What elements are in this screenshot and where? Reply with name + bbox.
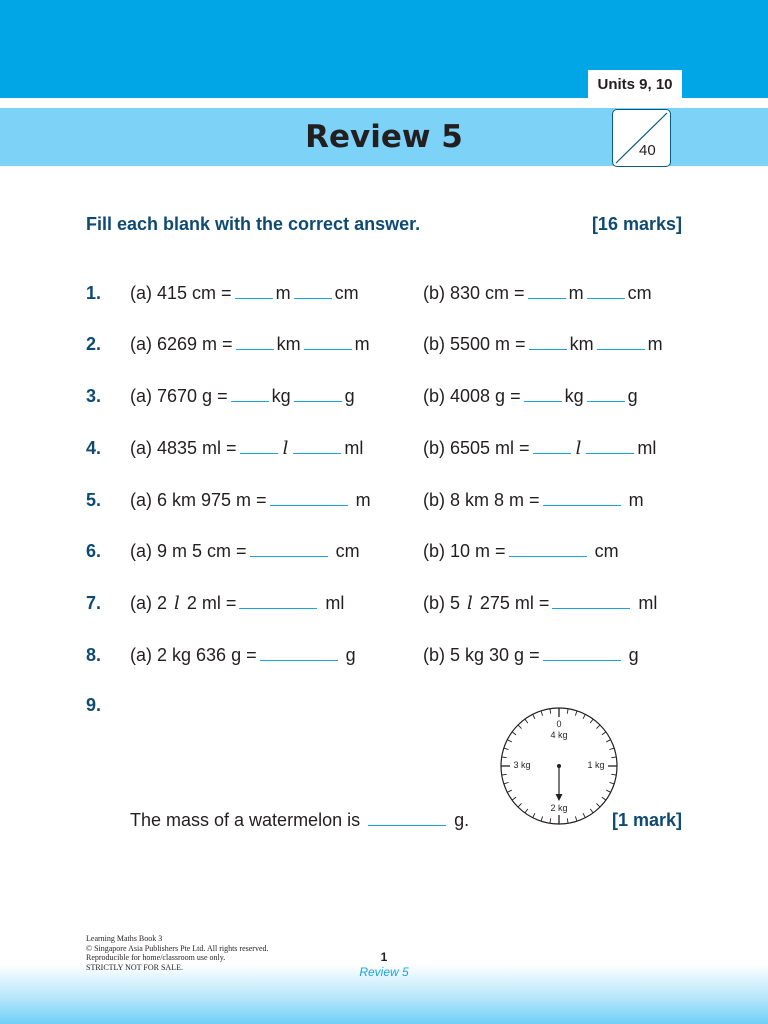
question-row — [0, 283, 768, 313]
unit-label: ml — [325, 593, 345, 613]
part-label: (b) — [423, 438, 445, 458]
answer-blank[interactable] — [231, 387, 269, 402]
score-total: 40 — [639, 142, 656, 159]
answer-blank[interactable] — [587, 387, 625, 402]
instruction-text: Fill each blank with the correct answer. — [86, 214, 421, 234]
page-title: Review 5 — [305, 119, 463, 155]
part-label: (b) — [423, 593, 445, 613]
question-row — [0, 593, 768, 623]
score-box — [612, 109, 671, 167]
footer-line: STRICTLY NOT FOR SALE. — [86, 962, 183, 972]
page-number: 1 — [380, 950, 388, 964]
part-label: (a) — [130, 490, 152, 510]
part-b — [423, 386, 638, 407]
part-a — [130, 334, 370, 355]
answer-blank[interactable] — [533, 439, 571, 454]
part-label: (b) — [423, 541, 445, 561]
part-a — [130, 645, 356, 666]
part-a — [130, 490, 371, 511]
part-label: (b) — [423, 283, 445, 303]
question-number: 4. — [86, 438, 102, 458]
part-expression: 415 cm = — [157, 283, 232, 303]
question-number: 8. — [86, 645, 102, 665]
part-expression: 2 kg 636 g = — [157, 645, 257, 665]
dial-label-left: 3 kg — [513, 760, 531, 770]
unit-label: m — [647, 334, 663, 354]
q9-answer-line — [130, 810, 469, 831]
unit-label: ml — [638, 593, 658, 613]
part-expression: 830 cm = — [450, 283, 525, 303]
part-a — [130, 283, 359, 304]
answer-blank[interactable] — [239, 594, 317, 609]
unit-label: kg — [564, 386, 584, 406]
q9-marks: [1 mark] — [611, 810, 682, 830]
part-a — [130, 386, 355, 407]
part-label: (b) — [423, 645, 445, 665]
instruction-marks: [16 marks] — [591, 214, 682, 234]
answer-blank[interactable] — [236, 335, 274, 350]
part-label: (a) — [130, 541, 152, 561]
unit-label: g — [345, 645, 356, 665]
part-b — [423, 334, 663, 355]
q9-text: The mass of a watermelon is — [130, 810, 361, 830]
answer-blank[interactable] — [250, 542, 328, 557]
unit-label: l — [575, 438, 582, 459]
question-row — [0, 490, 768, 520]
question-row — [0, 645, 768, 675]
answer-blank[interactable] — [597, 335, 645, 350]
question-row — [0, 695, 768, 725]
unit-label: m — [354, 334, 370, 354]
unit-label: cm — [594, 541, 619, 561]
part-expression: 2 — [157, 593, 168, 613]
unit-label: l — [467, 593, 473, 614]
unit-label: m — [275, 283, 291, 303]
part-label: (a) — [130, 645, 152, 665]
part-expression: 7670 g = — [157, 386, 228, 406]
unit-label: l — [282, 438, 289, 459]
unit-label: g — [628, 645, 639, 665]
answer-blank[interactable] — [587, 284, 625, 299]
unit-label: cm — [334, 283, 359, 303]
part-expression: 6 km 975 m = — [157, 490, 267, 510]
part-expression: 275 ml = — [479, 593, 550, 613]
footer-line: Learning Maths Book 3 — [86, 934, 163, 943]
answer-blank[interactable] — [294, 284, 332, 299]
answer-blank[interactable] — [304, 335, 352, 350]
answer-blank[interactable] — [552, 594, 630, 609]
question-number: 5. — [86, 490, 102, 510]
part-expression: 8 km 8 m = — [450, 490, 540, 510]
part-expression: 6505 ml = — [450, 438, 530, 458]
answer-blank[interactable] — [368, 811, 446, 826]
part-b — [423, 283, 652, 304]
answer-blank[interactable] — [586, 439, 634, 454]
part-expression: 10 m = — [450, 541, 506, 561]
part-label: (a) — [130, 386, 152, 406]
unit-label: m — [628, 490, 644, 510]
question-row — [0, 386, 768, 416]
part-b — [423, 645, 639, 666]
unit-label: g — [344, 386, 355, 406]
answer-blank[interactable] — [528, 284, 566, 299]
question-row — [0, 438, 768, 468]
footer-line: © Singapore Asia Publishers Pte Ltd. All rights reserved. — [86, 943, 269, 953]
weighing-scale-dial — [498, 705, 620, 827]
q9-unit: g. — [454, 810, 470, 830]
part-label: (a) — [130, 283, 152, 303]
unit-label: km — [276, 334, 301, 354]
question-number: 1. — [86, 283, 102, 303]
part-expression: 5500 m = — [450, 334, 526, 354]
part-a — [130, 541, 360, 562]
part-expression: 4008 g = — [450, 386, 521, 406]
answer-blank[interactable] — [293, 439, 341, 454]
part-b — [423, 593, 657, 614]
part-b — [423, 490, 644, 511]
part-expression: 9 m 5 cm = — [157, 541, 247, 561]
unit-label: m — [355, 490, 371, 510]
answer-blank[interactable] — [260, 646, 338, 661]
answer-blank[interactable] — [524, 387, 562, 402]
answer-blank[interactable] — [543, 491, 621, 506]
part-label: (a) — [130, 334, 152, 354]
dial-label-zero: 0 — [556, 719, 562, 729]
part-label: (a) — [130, 593, 152, 613]
unit-label: m — [568, 283, 584, 303]
dial-label-right: 1 kg — [587, 760, 605, 770]
unit-label: km — [569, 334, 594, 354]
unit-label: kg — [271, 386, 291, 406]
question-number: 2. — [86, 334, 102, 354]
dial-label-bottom: 2 kg — [550, 803, 568, 813]
part-label: (b) — [423, 490, 445, 510]
unit-label: ml — [637, 438, 657, 458]
answer-blank[interactable] — [543, 646, 621, 661]
part-expression: 2 ml = — [186, 593, 237, 613]
question-row — [0, 541, 768, 571]
page-label: Review 5 — [359, 965, 409, 979]
part-expression: 5 kg 30 g = — [450, 645, 540, 665]
part-a — [130, 593, 344, 614]
answer-blank[interactable] — [235, 284, 273, 299]
question-number: 9. — [86, 695, 102, 715]
part-label: (b) — [423, 334, 445, 354]
part-b — [423, 438, 656, 459]
question-row — [0, 334, 768, 364]
unit-label: ml — [344, 438, 364, 458]
part-expression: 4835 ml = — [157, 438, 237, 458]
part-a — [130, 438, 363, 459]
part-expression: 5 — [450, 593, 461, 613]
question-number: 7. — [86, 593, 102, 613]
answer-blank[interactable] — [240, 439, 278, 454]
unit-label: l — [174, 593, 180, 614]
dial-label-top: 4 kg — [550, 730, 568, 740]
part-label: (b) — [423, 386, 445, 406]
answer-blank[interactable] — [270, 491, 348, 506]
question-number: 3. — [86, 386, 102, 406]
dial-center — [557, 764, 561, 768]
unit-label: cm — [627, 283, 652, 303]
units-tag: Units 9, 10 — [588, 70, 682, 100]
part-expression: 6269 m = — [157, 334, 233, 354]
unit-label: cm — [335, 541, 360, 561]
footer-line: Reproducible for home/classroom use only. — [86, 953, 226, 962]
answer-blank[interactable] — [529, 335, 567, 350]
question-number: 6. — [86, 541, 102, 561]
unit-label: g — [627, 386, 638, 406]
answer-blank[interactable] — [509, 542, 587, 557]
answer-blank[interactable] — [294, 387, 342, 402]
part-label: (a) — [130, 438, 152, 458]
part-b — [423, 541, 619, 562]
